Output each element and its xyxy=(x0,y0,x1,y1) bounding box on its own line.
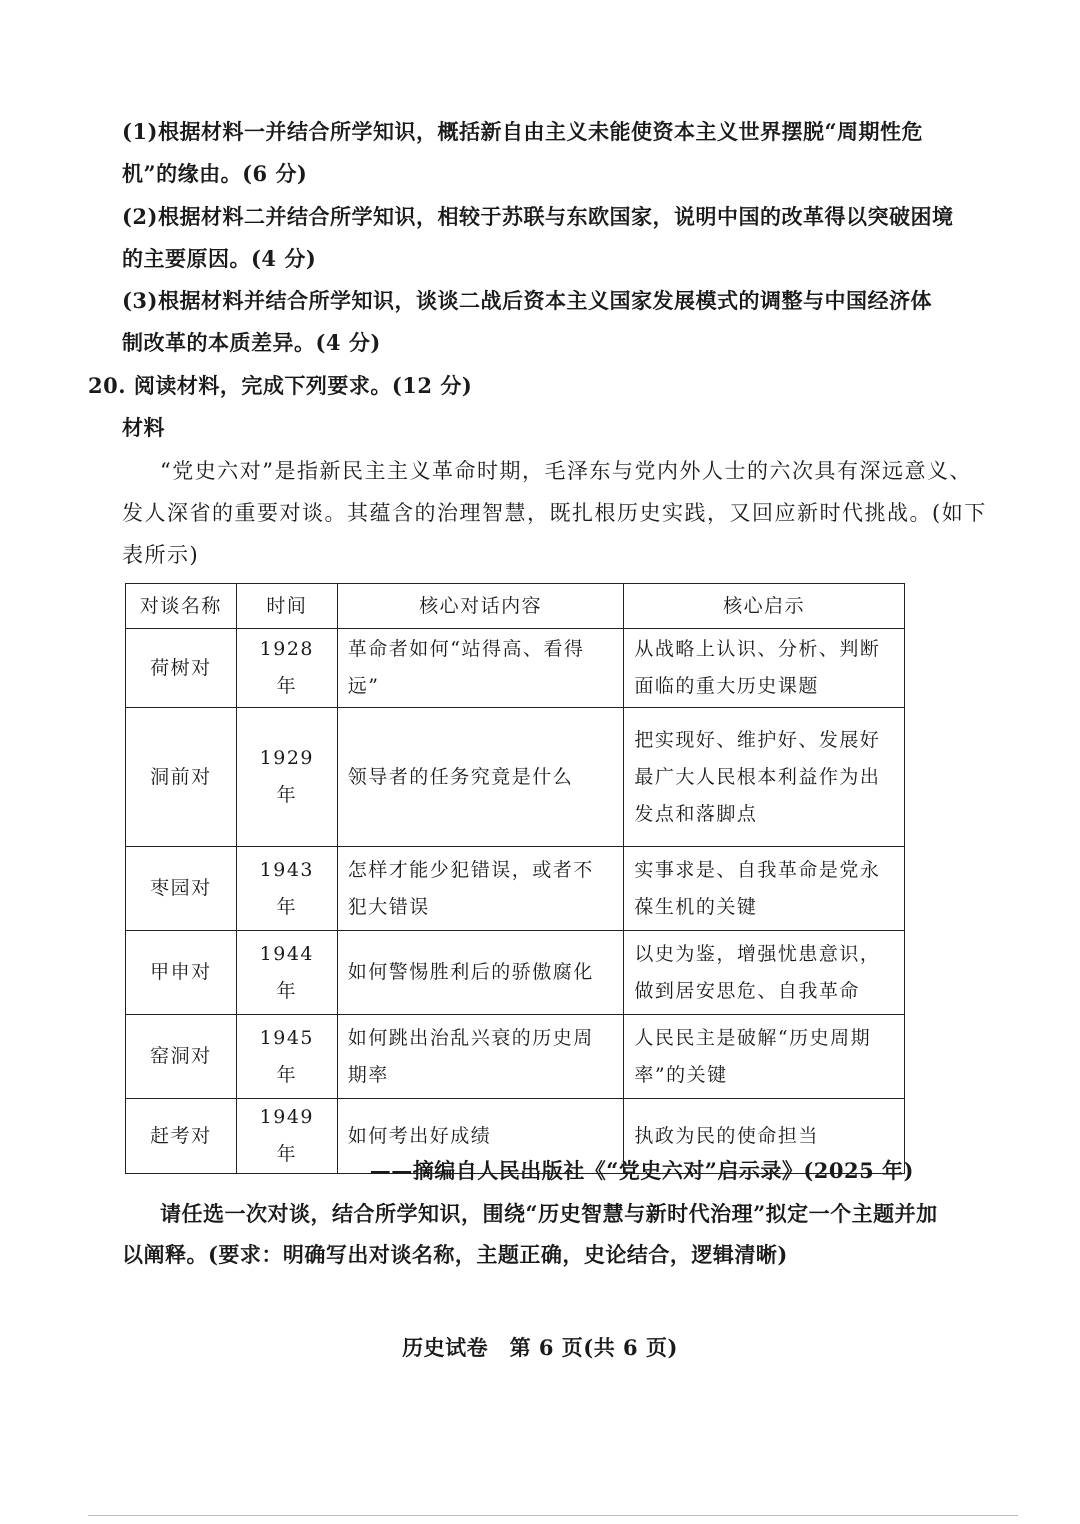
table-row xyxy=(126,708,905,847)
dialog-name: 洞前对 xyxy=(126,708,237,847)
dialog-year: 1943 年 xyxy=(236,847,337,931)
dialog-insight: 执政为民的使命担当 xyxy=(624,1099,905,1174)
header-content: 核心对话内容 xyxy=(337,584,624,629)
material-intro-line3: 表所示) xyxy=(122,543,200,567)
bottom-divider xyxy=(88,1515,1018,1516)
dialog-name: 窑洞对 xyxy=(126,1015,237,1099)
q19-1-line1: (1)根据材料一并结合所学知识，概括新自由主义未能使资本主义世界摆脱“周期性危 xyxy=(122,119,924,144)
dialog-year: 1949 年 xyxy=(236,1099,337,1174)
dialog-name: 枣园对 xyxy=(126,847,237,931)
q19-2-line2: 的主要原因。(4 分) xyxy=(122,246,317,271)
header-insight: 核心启示 xyxy=(624,584,905,629)
material-intro-line1: “党史六对”是指新民主主义革命时期，毛泽东与党内外人士的六次具有深远意义、 xyxy=(160,459,972,483)
table-row xyxy=(126,931,905,1015)
dialog-content: 领导者的任务究竟是什么 xyxy=(337,708,624,847)
table-row xyxy=(126,847,905,931)
dialog-content: 如何跳出治乱兴衰的历史周期率 xyxy=(337,1015,624,1099)
header-year: 时间 xyxy=(236,584,337,629)
table-row xyxy=(126,629,905,708)
dialog-name: 赶考对 xyxy=(126,1099,237,1174)
dialog-year: 1929 年 xyxy=(236,708,337,847)
dialog-year: 1944 年 xyxy=(236,931,337,1015)
q19-1-line2: 机”的缘由。(6 分) xyxy=(122,161,308,186)
q19-3-line2: 制改革的本质差异。(4 分) xyxy=(122,330,381,355)
q19-2-line1: (2)根据材料二并结合所学知识，相较于苏联与东欧国家，说明中国的改革得以突破困境 xyxy=(122,204,954,229)
dialog-name: 甲申对 xyxy=(126,931,237,1015)
page-footer: 历史试卷 第 6 页(共 6 页) xyxy=(402,1335,678,1360)
table-row xyxy=(126,1015,905,1099)
material-label: 材料 xyxy=(122,415,165,440)
dialog-year: 1945 年 xyxy=(236,1015,337,1099)
dialog-name: 荷树对 xyxy=(126,629,237,708)
dialog-content: 如何警惕胜利后的骄傲腐化 xyxy=(337,931,624,1015)
q19-3-line1: (3)根据材料并结合所学知识，谈谈二战后资本主义国家发展模式的调整与中国经济体 xyxy=(122,288,932,313)
table-header-row xyxy=(126,584,905,629)
task-line2: 以阐释。(要求：明确写出对谈名称，主题正确，史论结合，逻辑清晰) xyxy=(122,1242,788,1267)
material-intro-line2: 发人深省的重要对谈。其蕴含的治理智慧，既扎根历史实践，又回应新时代挑战。(如下 xyxy=(122,501,987,525)
dialog-insight: 从战略上认识、分析、判断面临的重大历史课题 xyxy=(624,629,905,708)
header-name: 对谈名称 xyxy=(126,584,237,629)
dialog-content: 革命者如何“站得高、看得远” xyxy=(337,629,624,708)
dialog-content: 怎样才能少犯错误，或者不犯大错误 xyxy=(337,847,624,931)
dialog-insight: 以史为鉴，增强忧患意识，做到居安思危、自我革命 xyxy=(624,931,905,1015)
task-line1: 请任选一次对谈，结合所学知识，围绕“历史智慧与新时代治理”拟定一个主题并加 xyxy=(160,1201,938,1226)
q20-title: 20. 阅读材料，完成下列要求。(12 分) xyxy=(88,373,473,398)
dialog-insight: 实事求是、自我革命是党永葆生机的关键 xyxy=(624,847,905,931)
dialogs-table xyxy=(125,583,905,1174)
material-source: ——摘编自人民出版社《“党史六对”启示录》(2025 年) xyxy=(369,1158,914,1183)
dialog-insight: 把实现好、维护好、发展好最广大人民根本利益作为出发点和落脚点 xyxy=(624,708,905,847)
dialog-insight: 人民民主是破解“历史周期率”的关键 xyxy=(624,1015,905,1099)
dialog-content: 如何考出好成绩 xyxy=(337,1099,624,1174)
dialog-year: 1928 年 xyxy=(236,629,337,708)
